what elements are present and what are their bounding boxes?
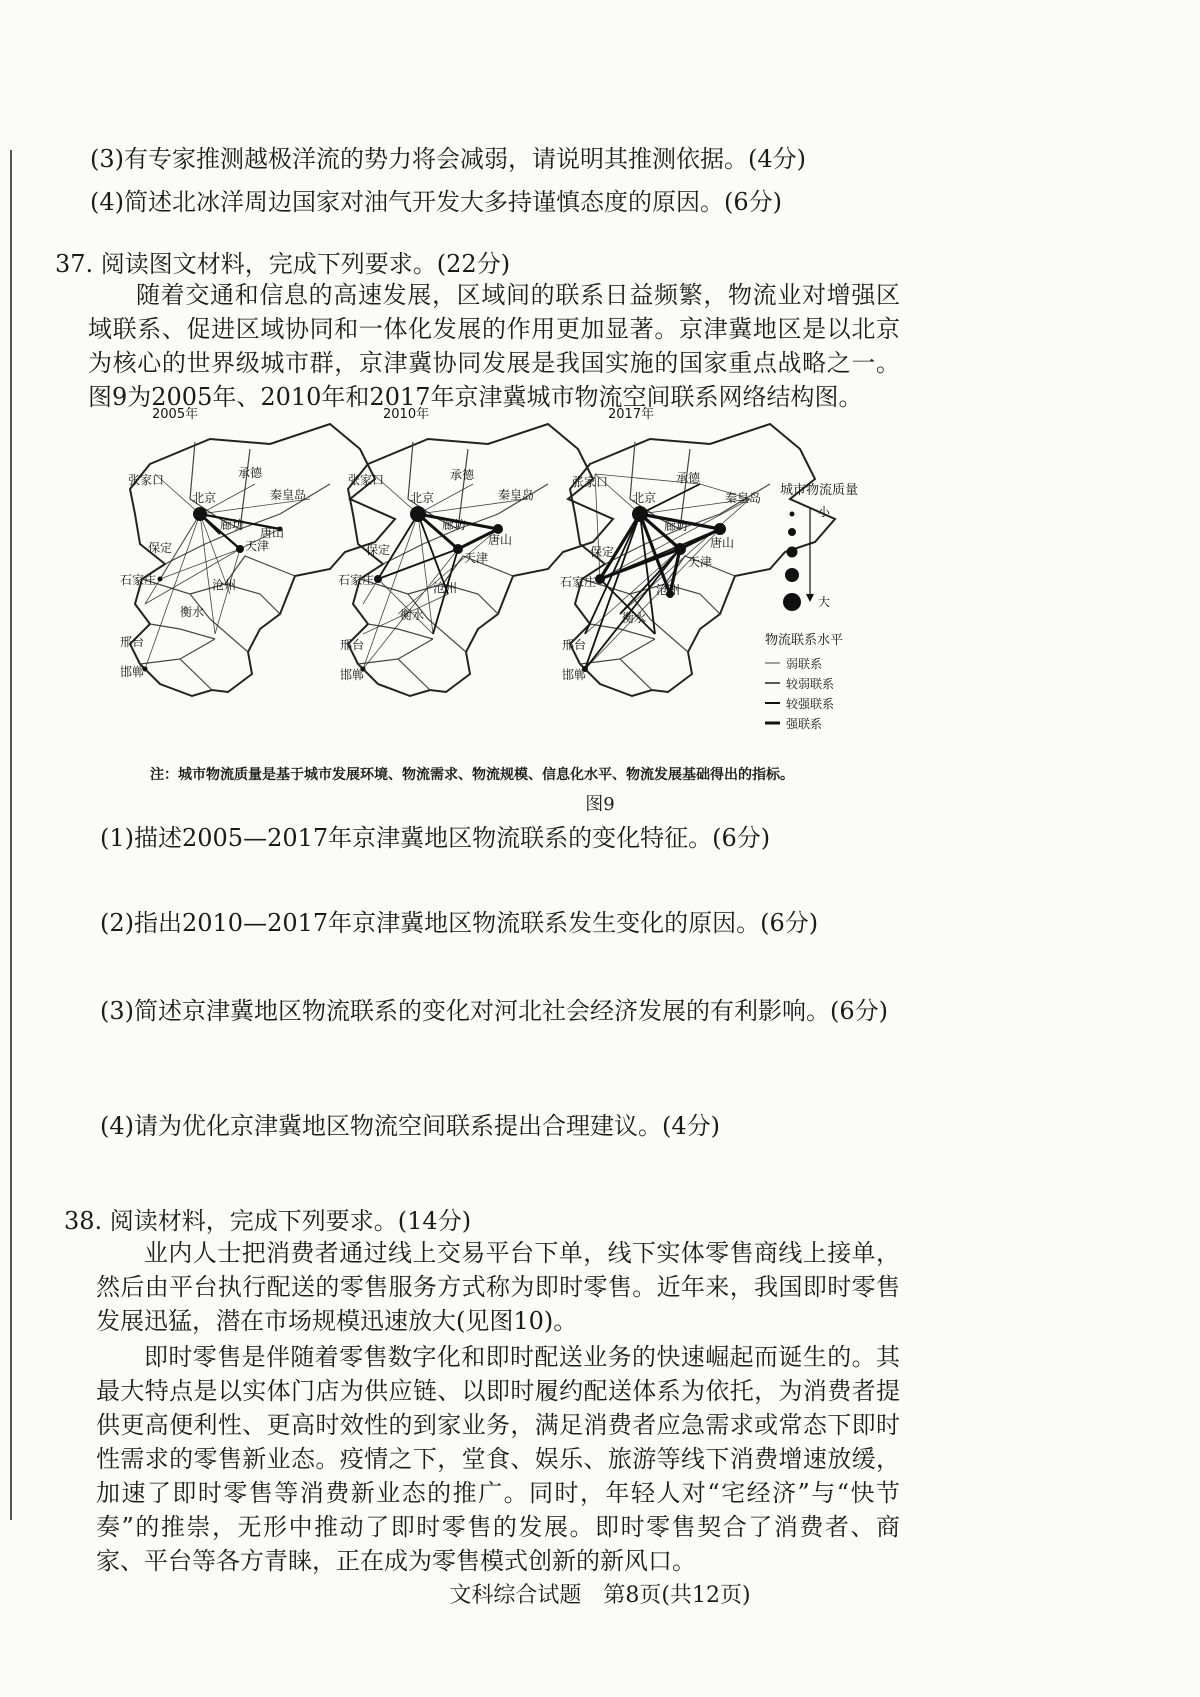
map1-city-cangzhou: 沧州 bbox=[212, 578, 237, 592]
map3-city-xingtai: 邢台 bbox=[562, 638, 587, 652]
map3-city-cangzhou: 沧州 bbox=[656, 583, 681, 597]
page-edge-line bbox=[10, 150, 12, 1520]
q38-paragraph-2: 即时零售是伴随着零售数字化和即时配送业务的快速崛起而诞生的。其最大特点是以实体门店为供应链、以即时履约配送体系为依托，为消费者提供更高便利性、更高时效性的到家业务，满足消费者应急需求或常态下即时性需求的零售新业态。疫情之下，堂食、娱乐、旅游等线下消费增速放缓，加速了即时零售等消费新业态的推广。同时，年轻人对“宅经济”与“快节奏”的推崇，无形中推动了即时零售的发展。即时零售契合了消费者、商家、平台等各方青睐，正在成为零售模式创新的新风口。 bbox=[96, 1343, 900, 1575]
map2-city-handan: 邯郸 bbox=[340, 668, 365, 682]
question-4-top: (4)简述北冰洋周边国家对油气开发大多持谨慎态度的原因。(6分) bbox=[90, 188, 782, 216]
map3-city-beijing: 北京 bbox=[632, 491, 657, 505]
map1-city-zhangjiakou: 张家口 bbox=[128, 473, 165, 487]
map1-city-beijing: 北京 bbox=[192, 491, 217, 505]
map1-city-tianjin: 天津 bbox=[245, 539, 270, 553]
map2-city-tangshan: 唐山 bbox=[488, 533, 513, 547]
map3-city-zhangjiakou: 张家口 bbox=[572, 475, 609, 489]
map-year-2005: 2005年 bbox=[152, 407, 199, 422]
q37-heading: 37. 阅读图文材料，完成下列要求。(22分) bbox=[55, 250, 511, 278]
map3-city-langfang: 廊坊 bbox=[664, 519, 689, 533]
q37-question-2: (2)指出2010—2017年京津冀地区物流联系发生变化的原因。(6分) bbox=[100, 909, 819, 937]
map-legend bbox=[765, 482, 858, 731]
map3-city-handan: 邯郸 bbox=[562, 668, 587, 682]
page-footer: 文科综合试题 第8页(共12页) bbox=[449, 1583, 751, 1608]
map3-city-baoding: 保定 bbox=[590, 545, 615, 559]
map2-city-zhangjiakou: 张家口 bbox=[348, 473, 385, 487]
legend-level-weaker: 较弱联系 bbox=[786, 677, 835, 691]
legend-level-strong: 强联系 bbox=[786, 717, 823, 731]
map3-city-shijiazhuang: 石家庄 bbox=[560, 575, 597, 589]
q38-paragraph-1: 业内人士把消费者通过线上交易平台下单，线下实体零售商线上接单，然后由平台执行配送的零售服务方式称为即时零售。近年来，我国即时零售发展迅猛，潜在市场规模迅速放大(见图10)。 bbox=[96, 1239, 900, 1335]
legend-level-stronger: 较强联系 bbox=[786, 697, 835, 711]
q37-question-3: (3)简述京津冀地区物流联系的变化对河北社会经济发展的有利影响。(6分) bbox=[100, 997, 888, 1025]
map2-city-hengshui: 衡水 bbox=[400, 608, 425, 622]
map2-city-beijing: 北京 bbox=[410, 491, 435, 505]
map1-city-xingtai: 邢台 bbox=[120, 635, 145, 649]
map3-city-qinhuangdao: 秦皇岛 bbox=[725, 491, 762, 505]
map1-city-baoding: 保定 bbox=[148, 541, 173, 555]
map-2010 bbox=[338, 406, 613, 696]
map2-city-cangzhou: 沧州 bbox=[433, 581, 458, 595]
q38-heading: 38. 阅读材料，完成下列要求。(14分) bbox=[64, 1207, 472, 1235]
figure-9-label: 图9 bbox=[585, 794, 615, 815]
map2-city-qinhuangdao: 秦皇岛 bbox=[498, 488, 535, 502]
map1-city-shijiazhuang: 石家庄 bbox=[120, 573, 157, 587]
map2-city-xingtai: 邢台 bbox=[340, 638, 365, 652]
q37-question-4: (4)请为优化京津冀地区物流空间联系提出合理建议。(4分) bbox=[100, 1112, 720, 1140]
map3-city-tangshan: 唐山 bbox=[710, 536, 735, 550]
figure-9-maps bbox=[120, 407, 1200, 774]
figure-note: 注：城市物流质量是基于城市发展环境、物流需求、物流规模、信息化水平、物流发展基础得出的指标。 bbox=[150, 767, 794, 783]
map-2005 bbox=[120, 406, 395, 696]
map1-city-langfang: 廊坊 bbox=[220, 518, 245, 532]
legend-small: 小 bbox=[818, 505, 831, 519]
legend-level-title: 物流联系水平 bbox=[765, 633, 844, 648]
map3-city-tianjin: 天津 bbox=[688, 555, 713, 569]
map2-city-shijiazhuang: 石家庄 bbox=[338, 573, 375, 587]
question-3-top: (3)有专家推测越极洋流的势力将会减弱，请说明其推测依据。(4分) bbox=[90, 145, 806, 173]
q37-question-1: (1)描述2005—2017年京津冀地区物流联系的变化特征。(6分) bbox=[100, 824, 771, 852]
legend-quality-title: 城市物流质量 bbox=[780, 483, 859, 498]
map1-city-handan: 邯郸 bbox=[120, 665, 145, 679]
legend-large: 大 bbox=[818, 595, 831, 609]
map3-city-hengshui: 衡水 bbox=[622, 611, 647, 625]
map1-city-tangshan: 唐山 bbox=[260, 526, 285, 540]
map2-city-chengde: 承德 bbox=[450, 468, 475, 482]
map2-city-baoding: 保定 bbox=[366, 543, 391, 557]
map2-city-langfang: 廊坊 bbox=[442, 518, 467, 532]
map1-city-chengde: 承德 bbox=[238, 466, 263, 480]
map2-city-tianjin: 天津 bbox=[464, 551, 489, 565]
map-year-2010: 2010年 bbox=[383, 407, 430, 422]
map-year-2017: 2017年 bbox=[608, 407, 655, 422]
map3-city-chengde: 承德 bbox=[676, 471, 701, 485]
legend-level-weak: 弱联系 bbox=[786, 657, 823, 671]
map1-city-qinhuangdao: 秦皇岛 bbox=[270, 488, 307, 502]
q37-material: 随着交通和信息的高速发展，区域间的联系日益频繁，物流业对增强区域联系、促进区域协同和一体化发展的作用更加显著。京津冀地区是以北京为核心的世界级城市群，京津冀协同发展是我国实施的国家重点战略之一。图9为2005年、2010年和2017年京津冀城市物流空间联系网络结构图。 bbox=[88, 281, 900, 411]
map1-city-hengshui: 衡水 bbox=[180, 605, 205, 619]
